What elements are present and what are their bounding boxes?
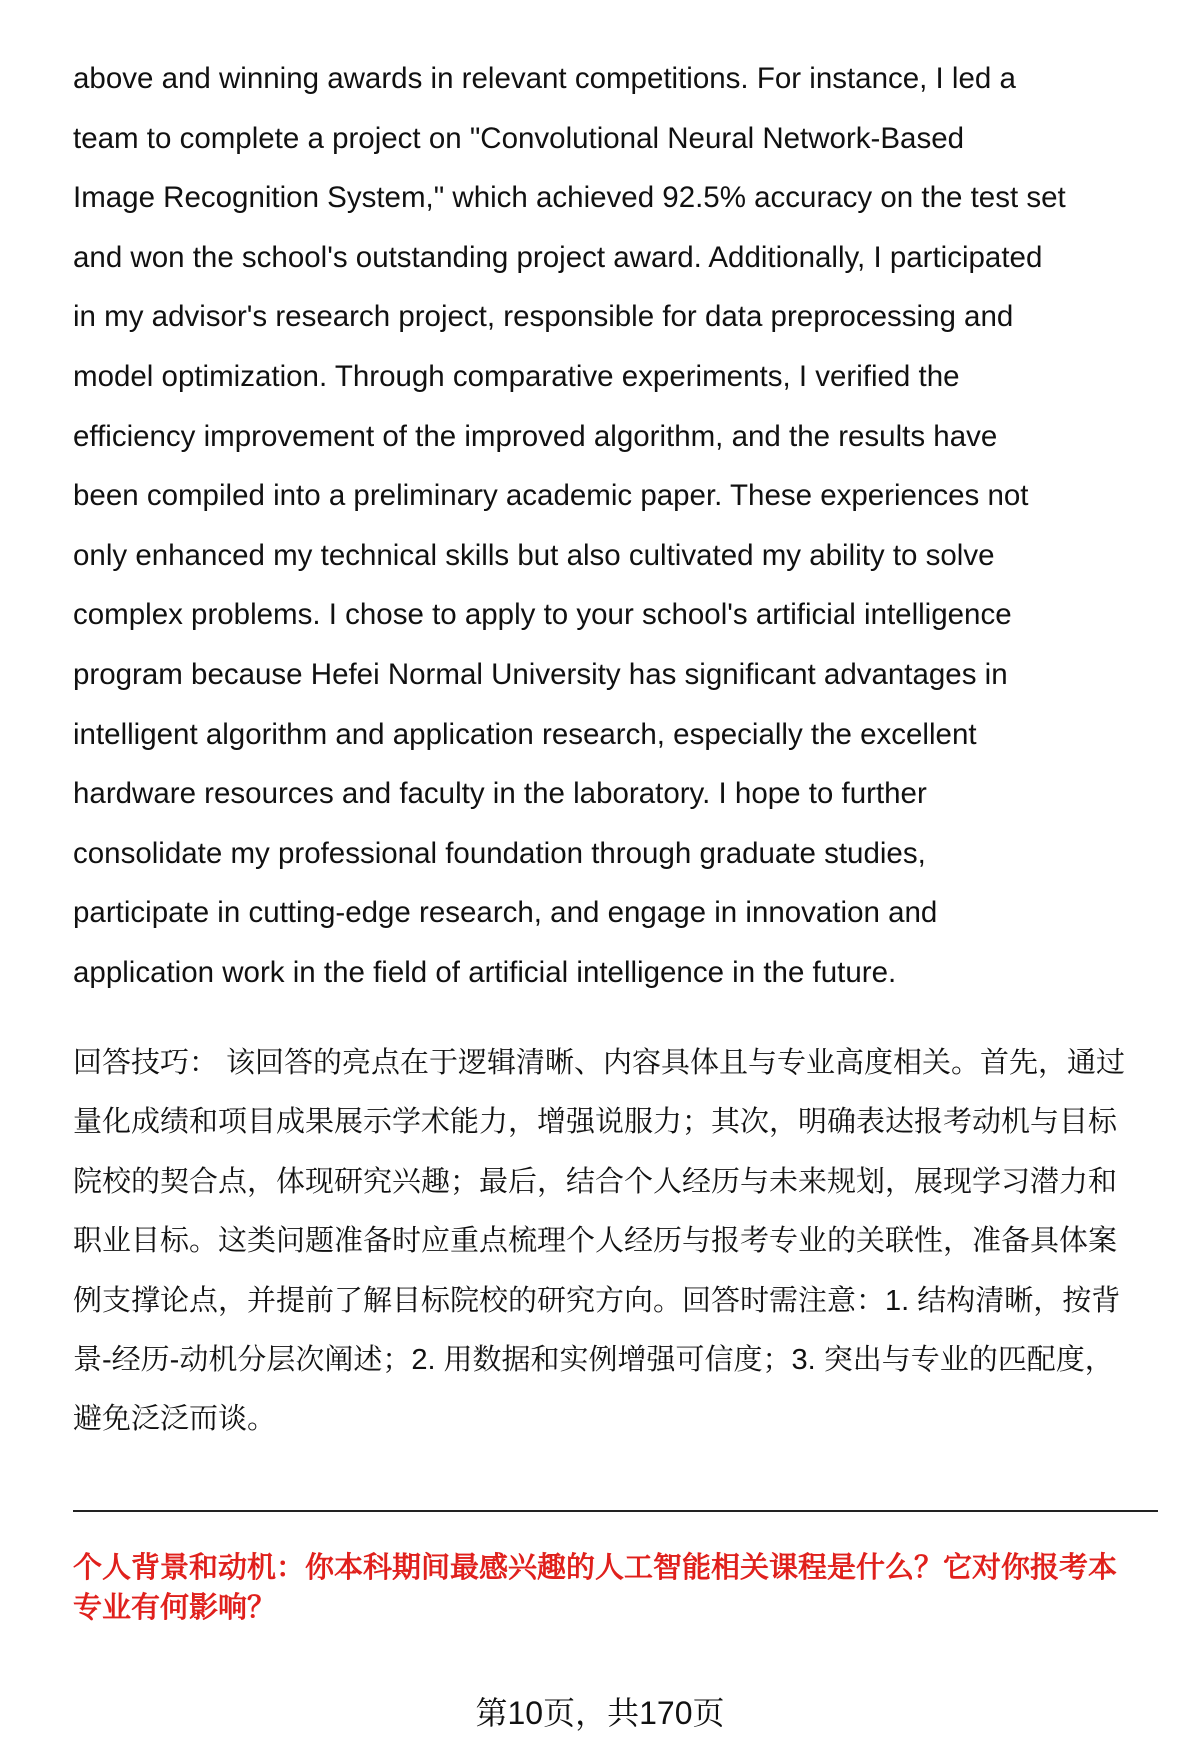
page-number: 第10页，共170页 <box>475 1695 725 1731</box>
text-line: 职业目标。这类问题准备时应重点梳理个人经历与报考专业的关联性，准备具体案 <box>73 1225 1118 1258</box>
text-line: 景-经历-动机分层次阐述；2. 用数据和实例增强可信度；3. 突出与专业的匹配度， <box>73 1343 1114 1376</box>
text-line: application work in the field of artificial intelligence in the future. <box>73 955 897 989</box>
text-line: above and winning awards in relevant competitions. For instance, I led a <box>73 62 1016 95</box>
text-line: 院校的契合点，体现研究兴趣；最后，结合个人经历与未来规划，展现学习潜力和 <box>73 1165 1118 1198</box>
text-line: 避免泛泛而谈。 <box>73 1403 277 1436</box>
text-line: consolidate my professional foundation through graduate studies, <box>73 836 926 870</box>
text-line: and won the school's outstanding project award. Additionally, I participated <box>73 240 1043 274</box>
answer-tips-paragraph <box>73 1034 1163 1450</box>
text-line: been compiled into a preliminary academic paper. These experiences not <box>73 479 1029 513</box>
text-line: only enhanced my technical skills but also cultivated my ability to solve <box>73 538 995 572</box>
text-line: 专业有何影响？ <box>73 1592 277 1624</box>
text-line: intelligent algorithm and application research, especially the excellent <box>73 717 977 751</box>
text-line: 量化成绩和项目成果展示学术能力，增强说服力；其次，明确表达报考动机与目标 <box>73 1106 1118 1139</box>
text-line: in my advisor's research project, responsible for data preprocessing and <box>73 300 1014 334</box>
text-line: complex problems. I chose to apply to your school's artificial intelligence <box>73 598 1012 632</box>
text-line: model optimization. Through comparative experiments, I verified the <box>73 359 960 393</box>
text-line: program because Hefei Normal University has significant advantages in <box>73 657 1008 691</box>
section-divider <box>73 1510 1158 1512</box>
text-line: team to complete a project on "Convolutional Neural Network-Based <box>73 121 965 155</box>
text-line: 例支撑论点，并提前了解目标院校的研究方向。回答时需注意：1. 结构清晰，按背 <box>73 1284 1121 1317</box>
question-heading <box>73 1548 1163 1628</box>
text-line: 回答技巧： 该回答的亮点在于逻辑清晰、内容具体且与专业高度相关。首先，通过 <box>73 1047 1126 1079</box>
text-line: 个人背景和动机：你本科期间最感兴趣的人工智能相关课程是什么？它对你报考本 <box>73 1552 1118 1584</box>
text-line: participate in cutting-edge research, and engage in innovation and <box>73 896 938 930</box>
text-line: hardware resources and faculty in the laboratory. I hope to further <box>73 777 927 811</box>
text-line: efficiency improvement of the improved algorithm, and the results have <box>73 419 998 453</box>
answer-paragraph <box>73 49 1163 1003</box>
text-line: Image Recognition System," which achieved 92.5% accuracy on the test set <box>73 181 1066 215</box>
